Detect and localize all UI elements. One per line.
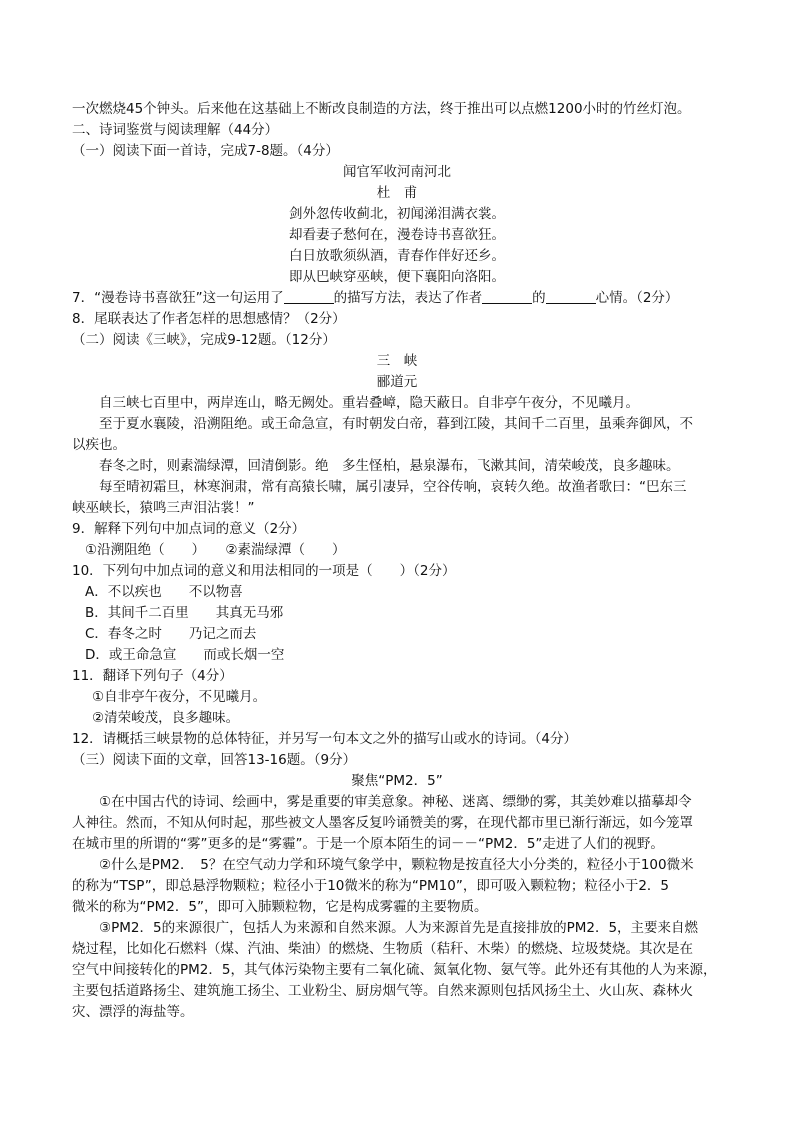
paragraph-line: 人神往。然而，不知从何时起，那些被文人墨客反复吟诵赞美的雾，在现代都市里已渐行渐远，如今笼罩 [72, 815, 693, 831]
question-8: 8．尾联表达了作者怎样的思想感情？（2分） [72, 311, 346, 327]
poem-line: 白日放歌须纵酒，青春作伴好还乡。 [289, 248, 505, 264]
question-9-options: ①沿溯阻绝（ ） ②素湍绿潭（ ） [85, 542, 346, 558]
paragraph-line: 主要包括道路扬尘、建筑施工扬尘、工业粉尘、厨房烟气等。自然来源则包括风扬尘土、火山灰、森林火 [72, 983, 693, 999]
subsection-heading: （三）阅读下面的文章，回答13-16题。（9分） [72, 752, 357, 768]
paragraph-line: 至于夏水襄陵，沿溯阻绝。或王命急宣，有时朝发白帝，暮到江陵，其间千二百里，虽乘奔御风，不 [99, 416, 693, 432]
question-11-item: ②清荣峻茂，良多趣味。 [92, 710, 240, 726]
answer-blank[interactable] [284, 289, 334, 304]
paragraph-line: ①在中国古代的诗词、绘画中，雾是重要的审美意象。神秘、迷离、缥缈的雾，其美妙难以描摹却令 [99, 794, 692, 810]
article-title: 聚焦“PM2．5” [351, 773, 443, 789]
paragraph-line: 的称为“TSP”，即总悬浮物颗粒；粒径小于10微米的称为“PM10”，即可吸入颗粒物；粒径小于2．5 [72, 878, 670, 894]
question-10: 10．下列句中加点词的意义和用法相同的一项是（ ）（2分） [72, 563, 456, 579]
poem-author: 杜 甫 [376, 185, 418, 201]
option-a: A．不以疾也 不以物喜 [85, 584, 243, 600]
paragraph-line: 自三峡七百里中，两岸连山，略无阙处。重岩叠嶂，隐天蔽日。自非亭午夜分，不见曦月。 [99, 395, 639, 411]
question-11-item: ①自非亭午夜分，不见曦月。 [92, 689, 267, 705]
paragraph-line: 烧过程，比如化石燃料（煤、汽油、柴油）的燃烧、生物质（秸秆、木柴）的燃烧、垃圾焚烧。其次是在 [72, 941, 693, 957]
question-7-part: 的描写方法，表达了作者 [333, 290, 483, 306]
option-c: C．春冬之时 乃记之而去 [85, 626, 257, 642]
poem-title: 闻官军收河南河北 [343, 164, 451, 180]
paragraph-line: ③PM2．5的来源很广，包括人为来源和自然来源。人为来源首先是直接排放的PM2．5，主要来自燃 [99, 920, 699, 936]
option-d: D．或王命急宣 而或长烟一空 [85, 647, 285, 663]
question-7-part: 7．“漫卷诗书喜欲狂”这一句运用了 [72, 290, 284, 306]
paragraph-line: 空气中间接转化的PM2．5，其气体污染物主要有二氧化硫、氮氧化物、氨气等。此外还有其他的人为来源， [72, 962, 717, 978]
paragraph-line: 春冬之时，则素湍绿潭，回清倒影。绝 多生怪柏，悬泉瀑布，飞漱其间，清荣峻茂，良多趣味。 [99, 458, 680, 474]
paragraph-line: 以疾也。 [72, 437, 126, 453]
paragraph-line: 微米的称为“PM2．5”，即可入肺颗粒物，它是构成雾霾的主要物质。 [72, 899, 488, 915]
subsection-heading: （一）阅读下面一首诗，完成7-8题。（4分） [72, 143, 339, 159]
answer-blank[interactable] [546, 289, 596, 304]
subsection-heading: （二）阅读《三峡》，完成9-12题。（12分） [72, 332, 336, 348]
paragraph-line: 每至晴初霜旦，林寒涧肃，常有高猿长啸，属引凄异，空谷传响，哀转久绝。故渔者歌曰：“巴东三 [99, 479, 687, 495]
paragraph-line: 灾、漂浮的海盐等。 [72, 1004, 194, 1020]
essay-title: 三 峡 [376, 353, 418, 369]
text-line: 一次燃烧45个钟头。后来他在这基础上不断改良制造的方法，终于推出可以点燃1200小时的竹丝灯泡。 [72, 101, 691, 117]
question-7 [72, 288, 732, 309]
question-9: 9．解释下列句中加点词的意义（2分） [72, 521, 306, 537]
section-heading: 二、诗词鉴赏与阅读理解（44分） [72, 122, 279, 138]
paragraph-line: 在城市里的所谓的“雾”更多的是“雾霾”。于是一个原本陌生的词－－“PM2．5”走进了人们的视野。 [72, 836, 664, 852]
option-b: B．其间千二百里 其真无马邪 [85, 605, 284, 621]
poem-line: 却看妻子愁何在，漫卷诗书喜欲狂。 [289, 227, 505, 243]
poem-line: 剑外忽传收蓟北，初闻涕泪满衣裳。 [289, 206, 505, 222]
question-7-part: 的 [532, 290, 546, 306]
paragraph-line: 峡巫峡长，猿鸣三声泪沾裳！” [72, 500, 255, 516]
essay-author: 郦道元 [376, 374, 418, 390]
answer-blank[interactable] [482, 289, 532, 304]
question-12: 12．请概括三峡景物的总体特征，并另写一句本文之外的描写山或水的诗词。（4分） [72, 731, 578, 747]
question-7-part: 心情。（2分） [595, 290, 679, 306]
paragraph-line: ②什么是PM2． 5？在空气动力学和环境气象学中，颗粒物是按直径大小分类的，粒径小于100微米 [99, 857, 694, 873]
poem-line: 即从巴峡穿巫峡，便下襄阳向洛阳。 [289, 269, 505, 285]
question-11: 11．翻译下列句子（4分） [72, 668, 233, 684]
